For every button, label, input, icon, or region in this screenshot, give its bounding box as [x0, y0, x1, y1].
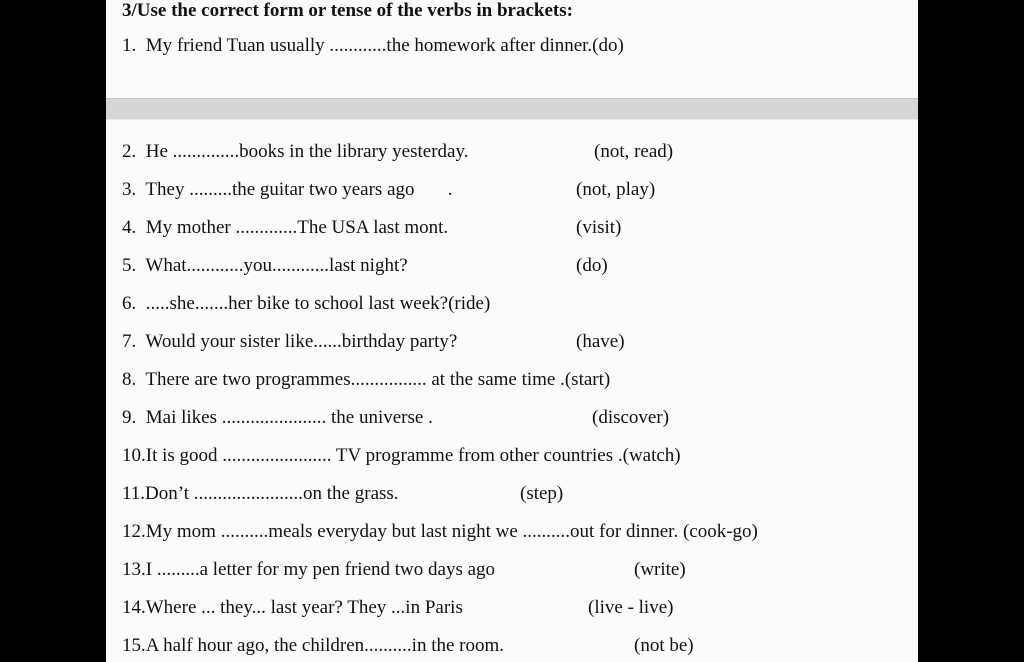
- exercise-item-10: 10.It is good ....................... TV programme from other countries .(watch): [122, 445, 681, 466]
- exercise-item-11: 11.Don’t .......................on the grass.: [122, 483, 399, 504]
- exercise-title: 3/Use the correct form or tense of the verbs in brackets:: [122, 0, 573, 21]
- exercise-item-8: 8. There are two programmes................ at the same time .(start): [122, 369, 611, 390]
- exercise-item-14: 14.Where ... they... last year? They ...in Paris: [122, 597, 463, 618]
- exercise-item-9: 9. Mai likes ...................... the universe .: [122, 407, 433, 428]
- exercise-item-4: 4. My mother .............The USA last mont.: [122, 217, 449, 238]
- exercise-item-15: 15.A half hour ago, the children..........in the room.: [122, 635, 505, 656]
- verb-hint-14: (live - live): [588, 597, 674, 618]
- verb-hint-7: (have): [576, 331, 625, 352]
- exercise-item-7: 7. Would your sister like......birthday party?: [122, 331, 458, 352]
- exercise-item-13: 13.I .........a letter for my pen friend two days ago: [122, 559, 496, 580]
- verb-hint-5: (do): [576, 255, 608, 276]
- exercise-item-5: 5. What............you............last night?: [122, 255, 408, 276]
- separator-band: [106, 98, 918, 120]
- exercise-item-3: 3. They .........the guitar two years ago .: [122, 179, 453, 200]
- exercise-item-12: 12.My mom ..........meals everyday but last night we ..........out for dinner. (cook-go): [122, 521, 758, 542]
- verb-hint-15: (not be): [634, 635, 694, 656]
- exercise-item-2: 2. He ..............books in the library yesterday.: [122, 141, 469, 162]
- exercise-item-1: 1. My friend Tuan usually ............the homework after dinner.(do): [122, 35, 624, 56]
- worksheet-page: [106, 0, 918, 662]
- verb-hint-4: (visit): [576, 217, 622, 238]
- verb-hint-11: (step): [520, 483, 564, 504]
- verb-hint-13: (write): [634, 559, 686, 580]
- verb-hint-9: (discover): [592, 407, 670, 428]
- exercise-item-6: 6. .....she.......her bike to school last week?(ride): [122, 293, 491, 314]
- verb-hint-3: (not, play): [576, 179, 656, 200]
- verb-hint-2: (not, read): [594, 141, 674, 162]
